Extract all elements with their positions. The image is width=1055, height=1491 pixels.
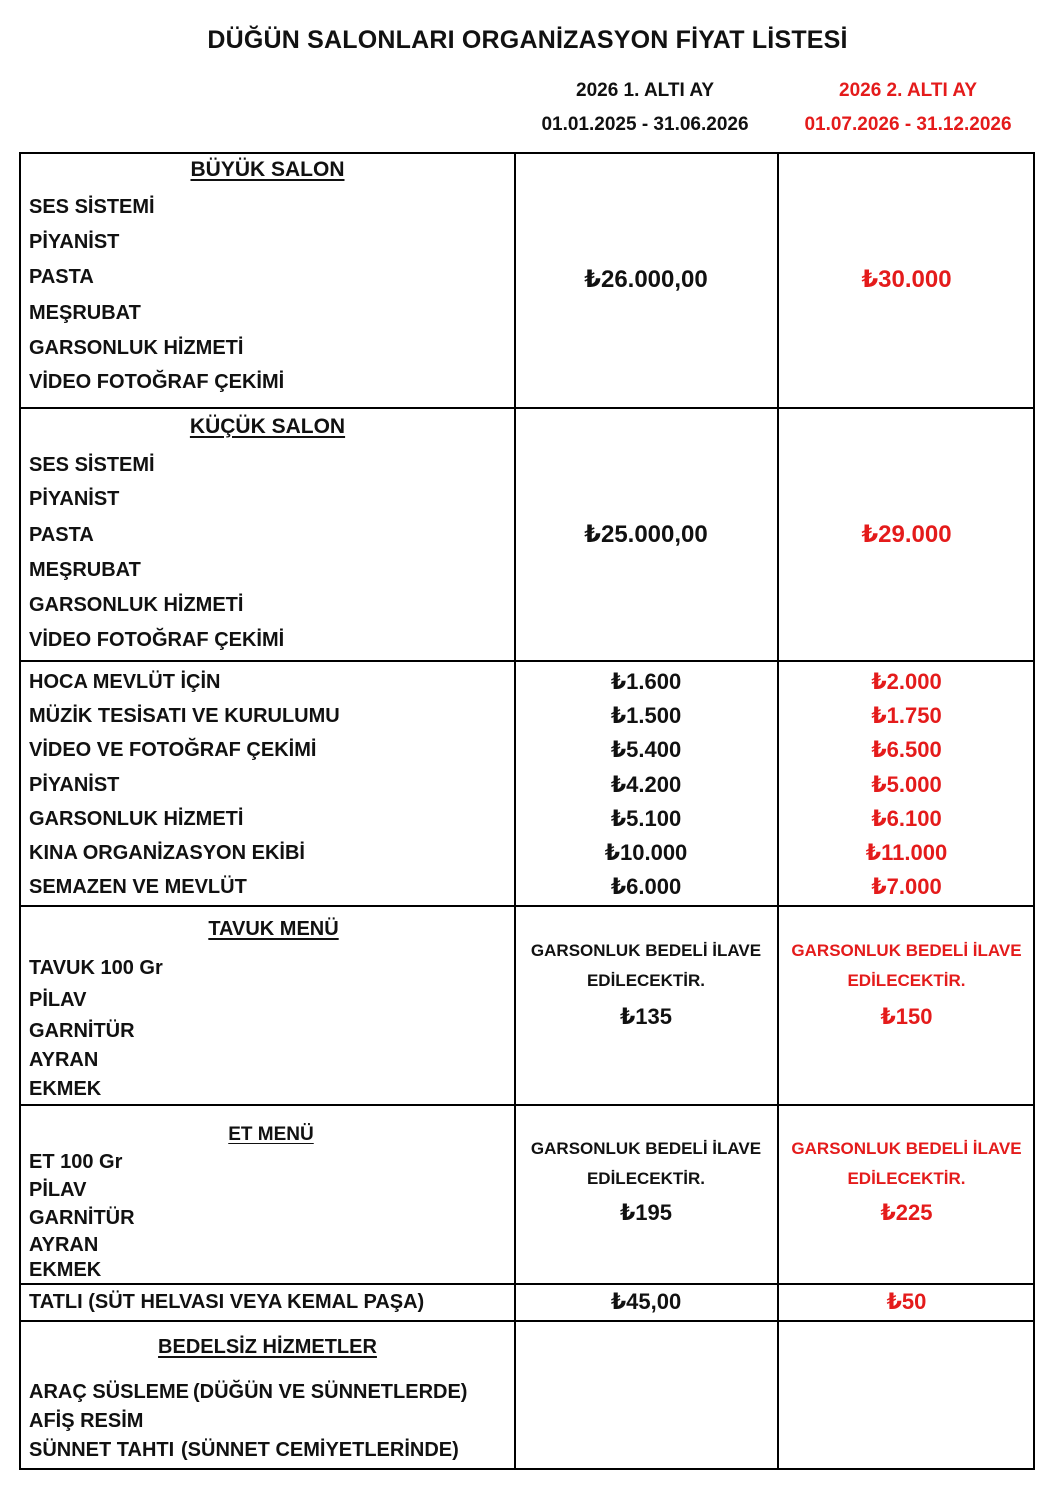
period-2-header	[777, 74, 1039, 142]
section-heading: KÜÇÜK SALON	[189, 415, 346, 438]
price-table	[19, 152, 1035, 1470]
price-period-1: ₺5.400	[610, 737, 682, 762]
list-item: EKMEK	[29, 1078, 102, 1100]
list-item: GARSONLUK HİZMETİ	[29, 594, 244, 616]
row-divider	[21, 407, 1033, 409]
price-period-1: ₺135	[619, 1004, 672, 1029]
list-item: MEŞRUBAT	[29, 302, 141, 324]
list-item: SES SİSTEMİ	[29, 454, 155, 476]
period-1-label: 2026 1. ALTI AY	[576, 80, 714, 101]
list-item: PASTA	[29, 524, 94, 546]
list-item: AYRAN	[29, 1049, 99, 1071]
period-1-header	[514, 74, 776, 142]
period-2-range: 01.07.2026 - 31.12.2026	[804, 114, 1012, 135]
price-period-1: ₺195	[619, 1200, 672, 1225]
price-period-2: ₺50	[886, 1289, 927, 1314]
note-line: GARSONLUK BEDELİ İLAVE	[530, 1139, 762, 1158]
list-item: GARNİTÜR	[29, 1020, 135, 1042]
row-divider	[21, 660, 1033, 662]
note-line: EDİLECEKTİR.	[586, 971, 706, 990]
price-period-1: ₺45,00	[610, 1289, 682, 1314]
section-heading: ET MENÜ	[228, 1124, 314, 1145]
section-heading: BÜYÜK SALON	[190, 158, 345, 181]
list-item: SES SİSTEMİ	[29, 196, 155, 218]
price-period-2: ₺30.000	[861, 266, 952, 293]
service-name: GARSONLUK HİZMETİ	[29, 808, 244, 830]
price-period-2: ₺5.000	[871, 772, 942, 797]
service-name: PİYANİST	[29, 774, 120, 796]
list-item: VİDEO FOTOĞRAF ÇEKİMİ	[29, 629, 285, 651]
period-1-range: 01.01.2025 - 31.06.2026	[541, 114, 749, 135]
list-item: AYRAN	[29, 1234, 99, 1256]
row-divider	[21, 1320, 1033, 1322]
period-2-label: 2026 2. ALTI AY	[839, 80, 977, 101]
free-service-note: (SÜNNET CEMİYETLERİNDE)	[181, 1439, 459, 1461]
price-period-1: ₺26.000,00	[584, 266, 708, 293]
price-period-1: ₺25.000,00	[584, 521, 708, 548]
price-period-2: ₺11.000	[865, 840, 948, 865]
list-item: ET 100 Gr	[29, 1151, 123, 1173]
price-period-1: ₺1.600	[610, 669, 682, 694]
list-item: MEŞRUBAT	[29, 559, 141, 581]
price-period-2: ₺6.100	[871, 806, 942, 831]
note-line: EDİLECEKTİR.	[586, 1169, 706, 1188]
free-service-name: ARAÇ SÜSLEME	[29, 1381, 190, 1403]
price-period-1: ₺5.100	[610, 806, 682, 831]
note-line: GARSONLUK BEDELİ İLAVE	[791, 1139, 1022, 1158]
price-period-1: ₺10.000	[604, 840, 688, 865]
section-heading: TAVUK MENÜ	[208, 918, 339, 940]
dessert-name: TATLI (SÜT HELVASI VEYA KEMAL PAŞA)	[29, 1291, 425, 1313]
row-divider	[21, 1104, 1033, 1106]
note-line: EDİLECEKTİR.	[847, 1169, 966, 1188]
note-line: EDİLECEKTİR.	[847, 971, 966, 990]
price-period-2: ₺6.500	[871, 737, 942, 762]
price-period-1: ₺6.000	[610, 874, 682, 899]
list-item: PİLAV	[29, 1179, 87, 1201]
free-service-name: AFİŞ RESİM	[29, 1410, 144, 1432]
list-item: VİDEO FOTOĞRAF ÇEKİMİ	[29, 371, 285, 393]
list-item: EKMEK	[29, 1259, 102, 1281]
service-name: HOCA MEVLÜT İÇİN	[29, 671, 221, 693]
price-period-2: ₺150	[880, 1004, 933, 1029]
service-name: SEMAZEN VE MEVLÜT	[29, 876, 247, 898]
note-line: GARSONLUK BEDELİ İLAVE	[791, 941, 1022, 960]
list-item: GARNİTÜR	[29, 1207, 135, 1229]
page-title: DÜĞÜN SALONLARI ORGANİZASYON FİYAT LİSTESİ	[207, 26, 848, 54]
price-period-2: ₺1.750	[871, 703, 942, 728]
service-name: MÜZİK TESİSATI VE KURULUMU	[29, 705, 340, 727]
list-item: PASTA	[29, 266, 94, 288]
price-period-2: ₺7.000	[871, 874, 942, 899]
service-name: KINA ORGANİZASYON EKİBİ	[29, 842, 305, 864]
free-service-note: (DÜĞÜN VE SÜNNETLERDE)	[193, 1381, 468, 1403]
list-item: TAVUK 100 Gr	[29, 957, 163, 979]
list-item: PİYANİST	[29, 231, 120, 253]
row-divider	[21, 905, 1033, 907]
price-period-2: ₺29.000	[861, 521, 952, 548]
service-name: VİDEO VE FOTOĞRAF ÇEKİMİ	[29, 739, 317, 761]
price-period-2: ₺225	[880, 1200, 933, 1225]
price-period-2: ₺2.000	[871, 669, 942, 694]
list-item: GARSONLUK HİZMETİ	[29, 337, 244, 359]
list-item: PİLAV	[29, 989, 87, 1011]
list-item: PİYANİST	[29, 488, 120, 510]
section-heading: BEDELSİZ HİZMETLER	[158, 1336, 377, 1358]
free-service-name: SÜNNET TAHTI	[29, 1439, 175, 1461]
price-period-1: ₺1.500	[610, 703, 682, 728]
note-line: GARSONLUK BEDELİ İLAVE	[530, 941, 762, 960]
price-period-1: ₺4.200	[610, 772, 682, 797]
